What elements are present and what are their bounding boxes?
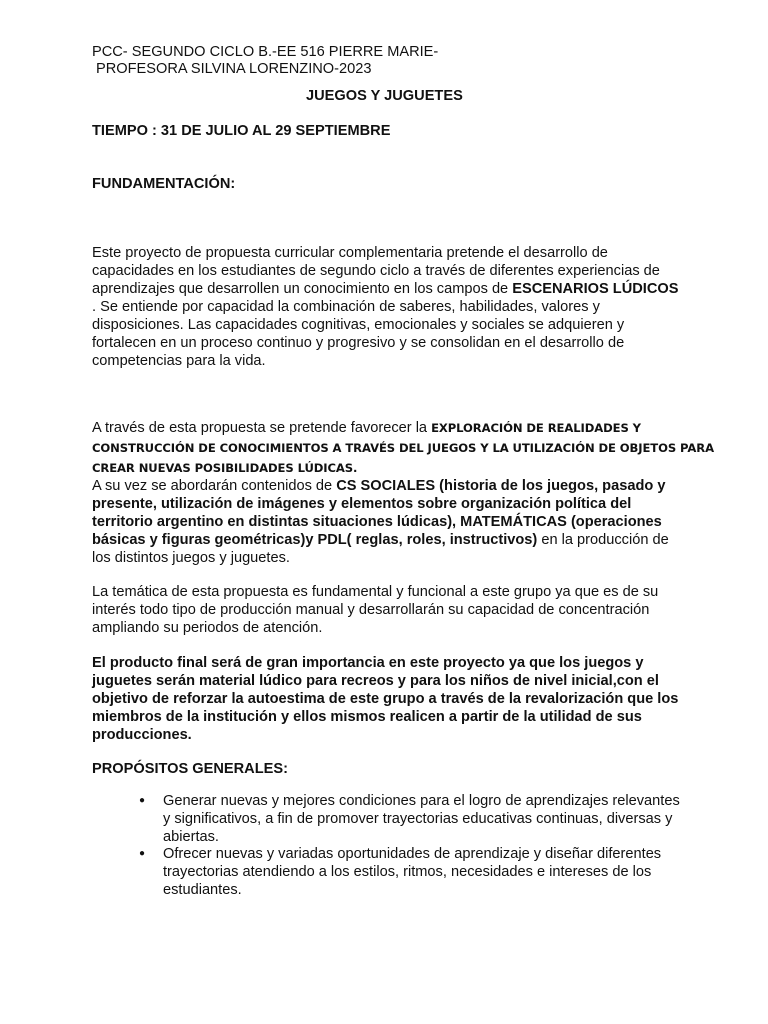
p4-line: miembros de la institución y ellos mismos realicen a partir de la utilidad de sus	[92, 709, 642, 725]
p2-text: A través de esta propuesta se pretende favorecer la	[92, 420, 432, 436]
p2-caps-emphasis: EXPLORACIÓN DE REALIDADES Y	[431, 421, 641, 435]
propositos-heading: PROPÓSITOS GENERALES:	[92, 761, 288, 777]
p2-line	[92, 477, 665, 495]
p2-bold-line: territorio argentino en distintas situaciones lúdicas), MATEMÁTICAS (operaciones	[92, 514, 662, 530]
p1-line: disposiciones. Las capacidades cognitivas, emocionales y sociales se adquieren y	[92, 317, 625, 333]
p1-text: aprendizajes que desarrollen un conocimiento en los campos de	[92, 281, 513, 297]
list-item-line: trayectorias atendiendo a los estilos, ritmos, necesidades e intereses de los	[163, 864, 652, 880]
p2-text: en la producción de	[537, 532, 669, 548]
p2-bold: básicas y figuras geométricas)y PDL( reglas, roles, instructivos)	[92, 532, 538, 548]
p2-line: los distintos juegos y juguetes.	[92, 550, 290, 566]
p4-line: juguetes serán material lúdico para recreos y para los niños de nivel inicial,con el	[92, 673, 659, 689]
p3-line: interés todo tipo de producción manual y desarrollarán su capacidad de concentración	[92, 602, 650, 618]
p1-line: competencias para la vida.	[92, 353, 266, 369]
p4-line: objetivo de reforzar la autoestima de este grupo a través de la revalorización que los	[92, 691, 679, 707]
document-title: JUEGOS Y JUGUETES	[306, 88, 463, 104]
p1-line: capacidades en los estudiantes de segundo ciclo a través de diferentes experiencias de	[92, 263, 660, 279]
p3-line: ampliando su periodos de atención.	[92, 620, 323, 636]
list-item-line: y significativos, a fin de promover trayectorias educativas continuas, diversas y	[163, 811, 673, 827]
p1-line: . Se entiende por capacidad la combinación de saberes, habilidades, valores y	[92, 299, 600, 315]
list-item-line: estudiantes.	[163, 882, 242, 898]
list-item-line: Ofrecer nuevas y variadas oportunidades de aprendizaje y diseñar diferentes	[163, 846, 662, 862]
header-line-1: PCC- SEGUNDO CICLO B.-EE 516 PIERRE MARIE-	[92, 44, 439, 60]
p2-text: A su vez se abordarán contenidos de	[92, 478, 337, 494]
list-item-line: abiertas.	[163, 829, 219, 845]
bullet-icon: ●	[139, 848, 146, 859]
bullet-icon: ●	[139, 795, 146, 806]
p2-bold-line: presente, utilización de imágenes y elementos sobre organización política del	[92, 496, 632, 512]
tiempo-line: TIEMPO : 31 DE JULIO AL 29 SEPTIEMBRE	[92, 123, 391, 139]
p4-line: El producto final será de gran importancia en este proyecto ya que los juegos y	[92, 655, 644, 671]
p1-line: Este proyecto de propuesta curricular complementaria pretende el desarrollo de	[92, 245, 608, 261]
escenarios-ludicos-emphasis: ESCENARIOS LÚDICOS	[512, 281, 679, 297]
list-item-line: Generar nuevas y mejores condiciones para el logro de aprendizajes relevantes	[163, 793, 680, 809]
p2-caps-line: CONSTRUCCIÓN DE CONOCIMIENTOS A TRAVÉS DEL JUEGOS Y LA UTILIZACIÓN DE OBJETOS PARA	[92, 441, 714, 455]
p2-line	[92, 531, 669, 549]
p1-line	[92, 280, 678, 298]
p2-line	[92, 419, 641, 437]
p2-caps-line: CREAR NUEVAS POSIBILIDADES LÚDICAS.	[92, 461, 358, 475]
fundamentacion-heading: FUNDAMENTACIÓN:	[92, 176, 236, 192]
p3-line: La temática de esta propuesta es fundamental y funcional a este grupo ya que es de su	[92, 584, 659, 600]
header-line-2: PROFESORA SILVINA LORENZINO-2023	[96, 61, 372, 77]
p2-bold: CS SOCIALES (historia de los juegos, pasado y	[336, 478, 666, 494]
p1-line: fortalecen en un proceso continuo y progresivo y se consolidan en el desarrollo de	[92, 335, 625, 351]
p4-line: producciones.	[92, 727, 192, 743]
